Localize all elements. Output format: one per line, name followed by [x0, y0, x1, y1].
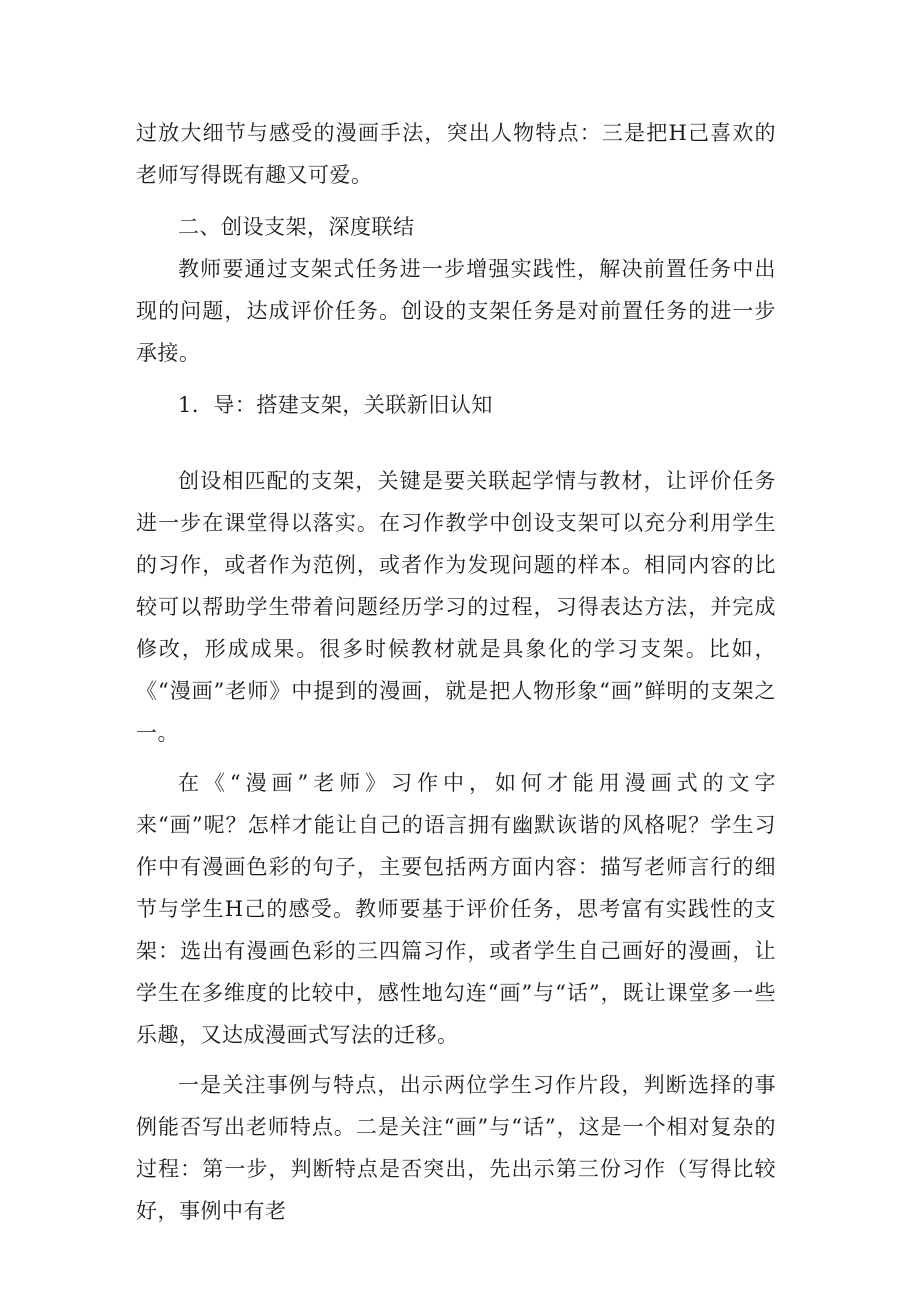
paragraph: 教师要通过支架式任务进一步增强实践性，解决前置任务中出现的问题，达成评价任务。创设的支架任务是对前置任务的进一步承接。 — [136, 257, 776, 365]
paragraph-continuation: 过放大细节与感受的漫画手法，突出人物特点：三是把H己喜欢的老师写得既有趣又可爱。 — [136, 121, 776, 187]
subsection-heading: 1．导：搭建支架，关联新旧认知 — [178, 393, 493, 417]
paragraph: 在《“漫画”老师》习作中，如何才能用漫画式的文字来“画”呢？怎样才能让自己的语言拥有幽默诙谐的风格呢？学生习作中有漫画色彩的句子，主要包括两方面内容：描写老师言行的细节与学生H己的感受。教师要基于评价任务，思考富有实践性的支架：选出有漫画色彩的三四篇习作，或者学生自己画好的漫画，让学生在多维度的比较中，感性地勾连“画”与“话”，既让课堂多一些乐趣，又达成漫画式写法的迁移。 — [136, 771, 776, 1047]
section-heading: 二、创设支架，深度联结 — [178, 215, 415, 239]
document-body — [136, 112, 776, 1232]
paragraph: 创设相匹配的支架，关键是要关联起学情与教材，让评价任务进一步在课堂得以落实。在习作教学中创设支架可以充分利用学生的习作，或者作为范例，或者作为发现问题的样本。相同内容的比较可以帮助学生带着问题经历学习的过程，习得表达方法，并完成修改，形成成果。很多时候教材就是具象化的学习支架。比如，《“漫画”老师》中提到的漫画，就是把人物形象“画”鲜明的支架之一。 — [136, 469, 776, 745]
paragraph: 一是关注事例与特点，出示两位学生习作片段，判断选择的事例能否写出老师特点。二是关注“画”与“话”，这是一个相对复杂的过程：第一步，判断特点是否突出，先出示第三份习作（写得比较好，事例中有老 — [136, 1073, 776, 1223]
